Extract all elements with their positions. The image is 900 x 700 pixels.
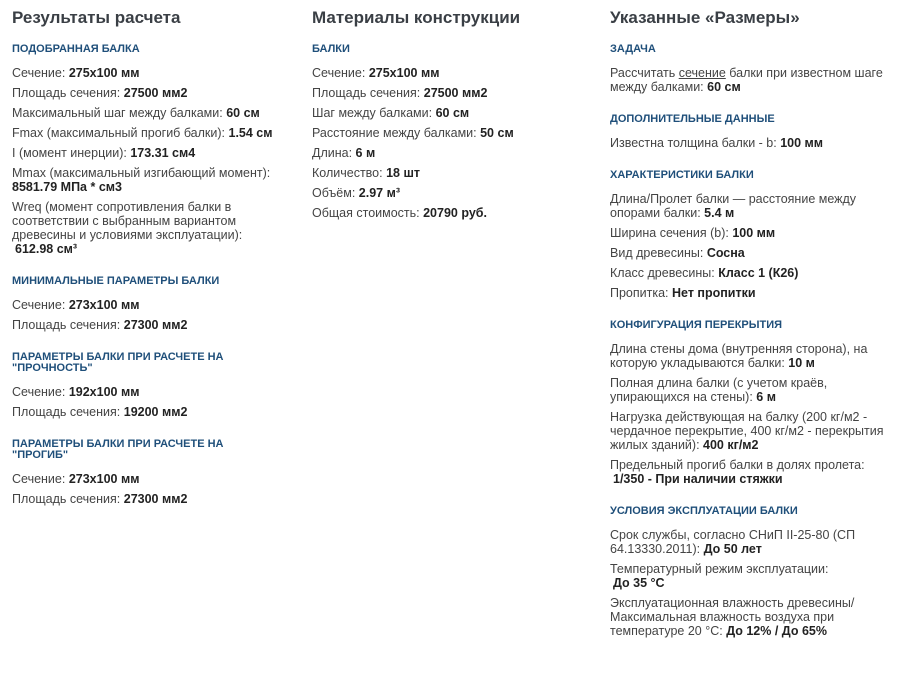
results-title: Результаты расчета (12, 8, 181, 27)
service-life: Срок службы, согласно СНиП II-25-80 (СП 64.13330.2011): До 50 лет (610, 528, 856, 556)
results-column (12, 8, 302, 512)
beam-width: Ширина сечения (b): 100 мм (610, 226, 776, 240)
selected-area: Площадь сечения: 27500 мм2 (12, 86, 188, 100)
selected-fmax: Fmax (максимальный прогиб балки): 1.54 см (12, 126, 273, 140)
dimensions-title: Указанные «Размеры» (610, 8, 800, 27)
task-text: Рассчитать сечение балки при известном шаге между балками: 60 см (610, 66, 883, 94)
beam-span: Длина/Пролет балки — расстояние между опорами балки: 5.4 м (610, 192, 857, 220)
strength-params-heading: ПАРАМЕТРЫ БАЛКИ ПРИ РАСЧЕТЕ НА "ПРОЧНОСТЬ" (12, 351, 224, 374)
section-link[interactable]: сечение (678, 66, 726, 80)
material-volume: Объём: 2.97 м³ (312, 186, 400, 200)
impregnation: Пропитка: Нет пропитки (610, 286, 756, 300)
beam-load: Нагрузка действующая на балку (200 кг/м2 - чердачное перекрытие, 400 кг/м2 - перекрытия жилых зданий): 400 кг/м2 (610, 410, 884, 452)
material-cost: Общая стоимость: 20790 руб. (312, 206, 487, 220)
selected-section: Сечение: 275x100 мм (12, 66, 140, 80)
full-beam-length: Полная длина балки (с учетом краёв, упирающихся на стены): 6 м (610, 376, 828, 404)
deflection-area: Площадь сечения: 27300 мм2 (12, 492, 188, 506)
selected-beam-heading: ПОДОБРАННАЯ БАЛКА (12, 43, 140, 55)
extra-data-heading: ДОПОЛНИТЕЛЬНЫЕ ДАННЫЕ (610, 113, 775, 125)
operating-conditions-heading: УСЛОВИЯ ЭКСПЛУАТАЦИИ БАЛКИ (610, 505, 798, 517)
material-quantity: Количество: 18 шт (312, 166, 420, 180)
selected-max-step: Максимальный шаг между балками: 60 см (12, 106, 260, 120)
selected-wreq: Wreq (момент сопротивления балки в соответствии с выбранным вариантом древесины и условиями эксплуатации): 612.98 см³ (12, 200, 243, 256)
selected-inertia: I (момент инерции): 173.31 см4 (12, 146, 196, 160)
strength-area: Площадь сечения: 19200 мм2 (12, 405, 188, 419)
dimensions-column (610, 8, 895, 644)
min-area: Площадь сечения: 27300 мм2 (12, 318, 188, 332)
materials-column (312, 8, 597, 226)
deflection-section: Сечение: 273x100 мм (12, 472, 140, 486)
extra-thickness: Известна толщина балки - b: 100 мм (610, 136, 824, 150)
materials-title: Материалы конструкции (312, 8, 521, 27)
floor-config-heading: КОНФИГУРАЦИЯ ПЕРЕКРЫТИЯ (610, 319, 783, 331)
humidity: Эксплуатационная влажность древесины/ Максимальная влажность воздуха при температуре 20 °С: До 12% / До 65% (610, 596, 855, 638)
temperature-mode: Температурный режим эксплуатации: До 35 °С (610, 562, 829, 590)
selected-mmax: Mmax (максимальный изгибающий момент): 8581.79 МПа * см3 (12, 166, 271, 194)
deflection-params-heading: ПАРАМЕТРЫ БАЛКИ ПРИ РАСЧЕТЕ НА "ПРОГИБ" (12, 438, 224, 461)
beams-heading: БАЛКИ (312, 43, 350, 55)
task-heading: ЗАДАЧА (610, 43, 656, 55)
min-params-heading: МИНИМАЛЬНЫЕ ПАРАМЕТРЫ БАЛКИ (12, 275, 220, 287)
material-distance: Расстояние между балками: 50 см (312, 126, 514, 140)
material-step: Шаг между балками: 60 см (312, 106, 470, 120)
strength-section: Сечение: 192x100 мм (12, 385, 140, 399)
material-length: Длина: 6 м (312, 146, 376, 160)
material-area: Площадь сечения: 27500 мм2 (312, 86, 488, 100)
deflection-limit: Предельный прогиб балки в долях пролета: 1/350 - При наличии стяжки (610, 458, 865, 486)
min-section: Сечение: 273x100 мм (12, 298, 140, 312)
wood-type: Вид древесины: Сосна (610, 246, 745, 260)
beam-chars-heading: ХАРАКТЕРИСТИКИ БАЛКИ (610, 169, 754, 181)
material-section: Сечение: 275x100 мм (312, 66, 440, 80)
wall-length: Длина стены дома (внутренняя сторона), на которую укладываются балки: 10 м (610, 342, 868, 370)
wood-class: Класс древесины: Класс 1 (К26) (610, 266, 799, 280)
